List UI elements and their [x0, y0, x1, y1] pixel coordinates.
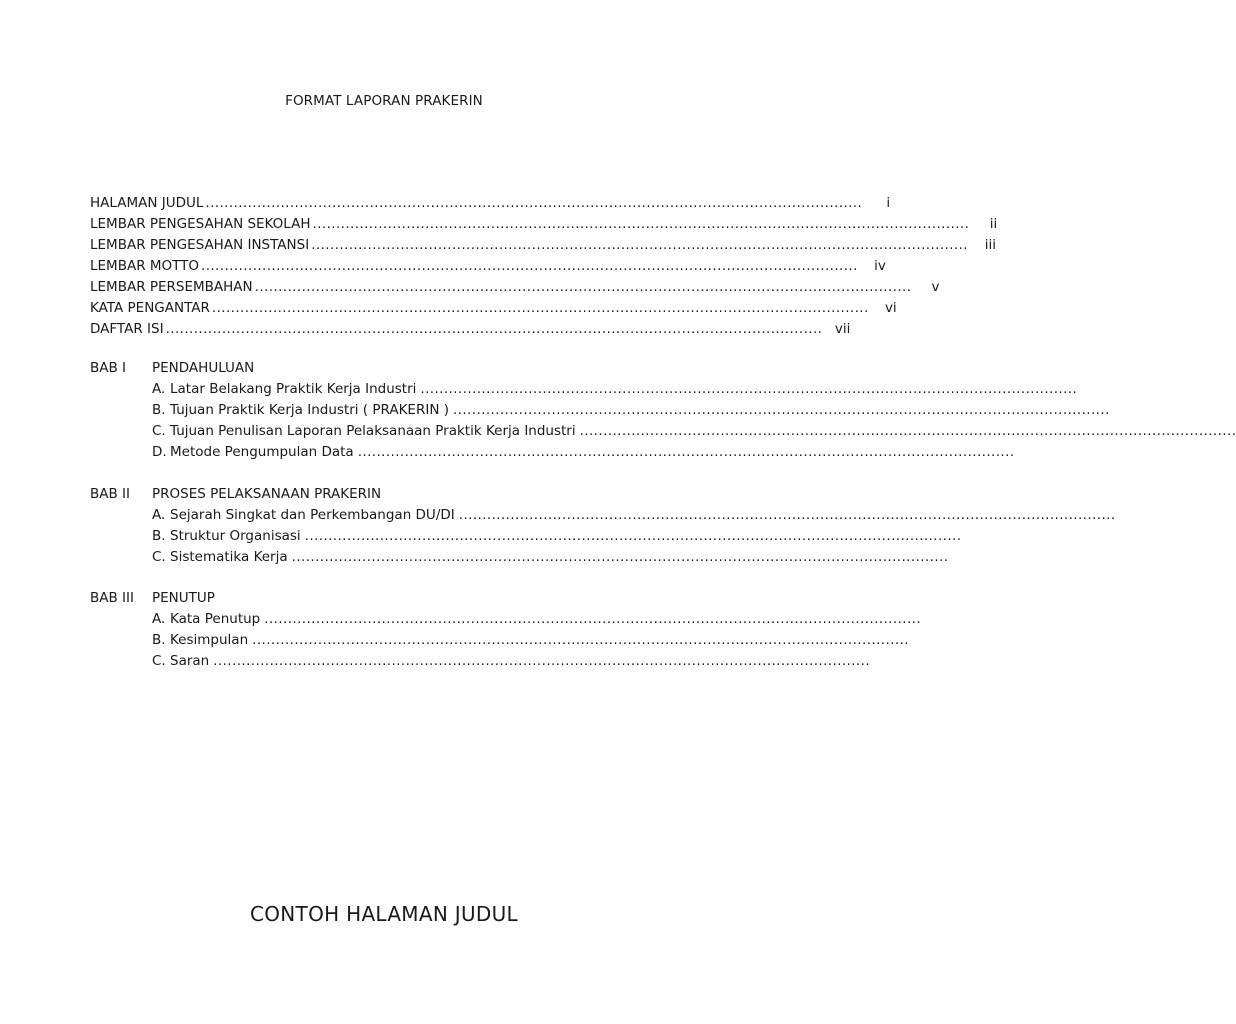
item-letter: A. — [152, 381, 166, 397]
page-title: FORMAT LAPORAN PRAKERIN — [285, 93, 483, 109]
toc-entry-page: iii — [984, 237, 996, 253]
chapter-number: BAB III — [90, 590, 134, 606]
toc-entry-persembahan — [90, 277, 940, 298]
dot-leader: ............................................................................................................................................ — [311, 237, 968, 253]
item-text: Sejarah Singkat dan Perkembangan DU/DI — [170, 507, 455, 523]
chapter-item — [90, 526, 962, 547]
dot-leader: ............................................................................................................................................ — [420, 381, 1078, 397]
chapter-bab-3 — [90, 588, 922, 672]
toc-entry-page: i — [886, 195, 891, 211]
toc-entry-page: vi — [884, 300, 897, 316]
item-text: Kata Penutup — [170, 611, 261, 627]
next-page-title: CONTOH HALAMAN JUDUL — [249, 902, 518, 926]
toc-entry-page: ii — [989, 216, 998, 232]
toc-entry-kata-pengantar — [90, 298, 897, 319]
item-letter: B. — [152, 402, 166, 418]
item-text: Kesimpulan — [170, 632, 249, 648]
chapter-item — [90, 442, 1015, 463]
item-letter: A. — [152, 611, 166, 627]
item-text: Tujuan Praktik Kerja Industri ( PRAKERIN ) — [170, 402, 449, 418]
chapter-item — [90, 379, 1078, 400]
toc-entry-label: LEMBAR PENGESAHAN INSTANSI — [90, 237, 310, 253]
toc-entry-label: LEMBAR MOTTO — [90, 258, 200, 274]
item-text: Latar Belakang Praktik Kerja Industri — [170, 381, 417, 397]
item-text: Sistematika Kerja — [170, 549, 288, 565]
chapter-item — [90, 651, 871, 672]
toc-entry-label: HALAMAN JUDUL — [90, 195, 204, 211]
dot-leader: ............................................................................................................................................ — [201, 258, 858, 274]
chapter-title: PENUTUP — [152, 590, 215, 606]
toc-entry-motto — [90, 256, 886, 277]
dot-leader: ............................................................................................................................................ — [304, 528, 962, 544]
chapter-heading — [90, 484, 635, 505]
item-letter: D. — [152, 444, 167, 460]
toc-entry-halaman-judul — [90, 193, 891, 214]
dot-leader: ............................................................................................................................................ — [264, 611, 922, 627]
toc-entry-page: vii — [834, 321, 851, 337]
chapter-bab-2 — [90, 484, 1116, 568]
dot-leader: ............................................................................................................................................ — [213, 653, 871, 669]
item-letter: A. — [152, 507, 166, 523]
dot-leader: ............................................................................................................................................ — [579, 423, 1236, 439]
chapter-heading — [90, 588, 635, 609]
dot-leader: ............................................................................................................................................ — [357, 444, 1015, 460]
toc-entry-label: LEMBAR PENGESAHAN SEKOLAH — [90, 216, 311, 232]
dot-leader: ............................................................................................................................................ — [312, 216, 970, 232]
dot-leader: ............................................................................................................................................ — [254, 279, 912, 295]
dot-leader: ............................................................................................................................................ — [291, 549, 949, 565]
toc-entry-label: DAFTAR ISI — [90, 321, 164, 337]
dot-leader: ............................................................................................................................................ — [165, 321, 823, 337]
item-letter: B. — [152, 528, 166, 544]
dot-leader: ............................................................................................................................................ — [458, 507, 1116, 523]
front-matter-list — [90, 193, 998, 340]
chapter-item — [90, 400, 1110, 421]
item-letter: C. — [152, 653, 166, 669]
item-letter: C. — [152, 549, 166, 565]
chapter-title: PENDAHULUAN — [152, 360, 255, 376]
item-letter: C. — [152, 423, 166, 439]
item-text: Metode Pengumpulan Data — [170, 444, 354, 460]
chapter-heading — [90, 358, 635, 379]
chapter-item — [90, 609, 922, 630]
item-letter: B. — [152, 632, 166, 648]
chapter-item — [90, 505, 1116, 526]
toc-entry-page: v — [931, 279, 940, 295]
chapter-item — [90, 630, 909, 651]
toc-entry-pengesahan-sekolah — [90, 214, 998, 235]
chapter-item — [90, 547, 949, 568]
item-text: Struktur Organisasi — [170, 528, 301, 544]
toc-entry-label: LEMBAR PERSEMBAHAN — [90, 279, 253, 295]
toc-entry-daftar-isi — [90, 319, 851, 340]
item-text: Saran — [170, 653, 210, 669]
item-text: Tujuan Penulisan Laporan Pelaksanaan Praktik Kerja Industri — [170, 423, 576, 439]
toc-entry-label: KATA PENGANTAR — [90, 300, 210, 316]
toc-entry-page: iv — [874, 258, 886, 274]
chapter-item — [90, 421, 1236, 442]
dot-leader: ............................................................................................................................................ — [252, 632, 909, 648]
toc-entry-pengesahan-instansi — [90, 235, 996, 256]
chapter-number: BAB I — [90, 360, 127, 376]
dot-leader: ............................................................................................................................................ — [211, 300, 869, 316]
chapter-number: BAB II — [90, 486, 131, 502]
dot-leader: ............................................................................................................................................ — [205, 195, 863, 211]
chapter-title: PROSES PELAKSANAAN PRAKERIN — [152, 486, 382, 502]
chapter-bab-1 — [90, 358, 1236, 463]
dot-leader: ............................................................................................................................................ — [452, 402, 1110, 418]
